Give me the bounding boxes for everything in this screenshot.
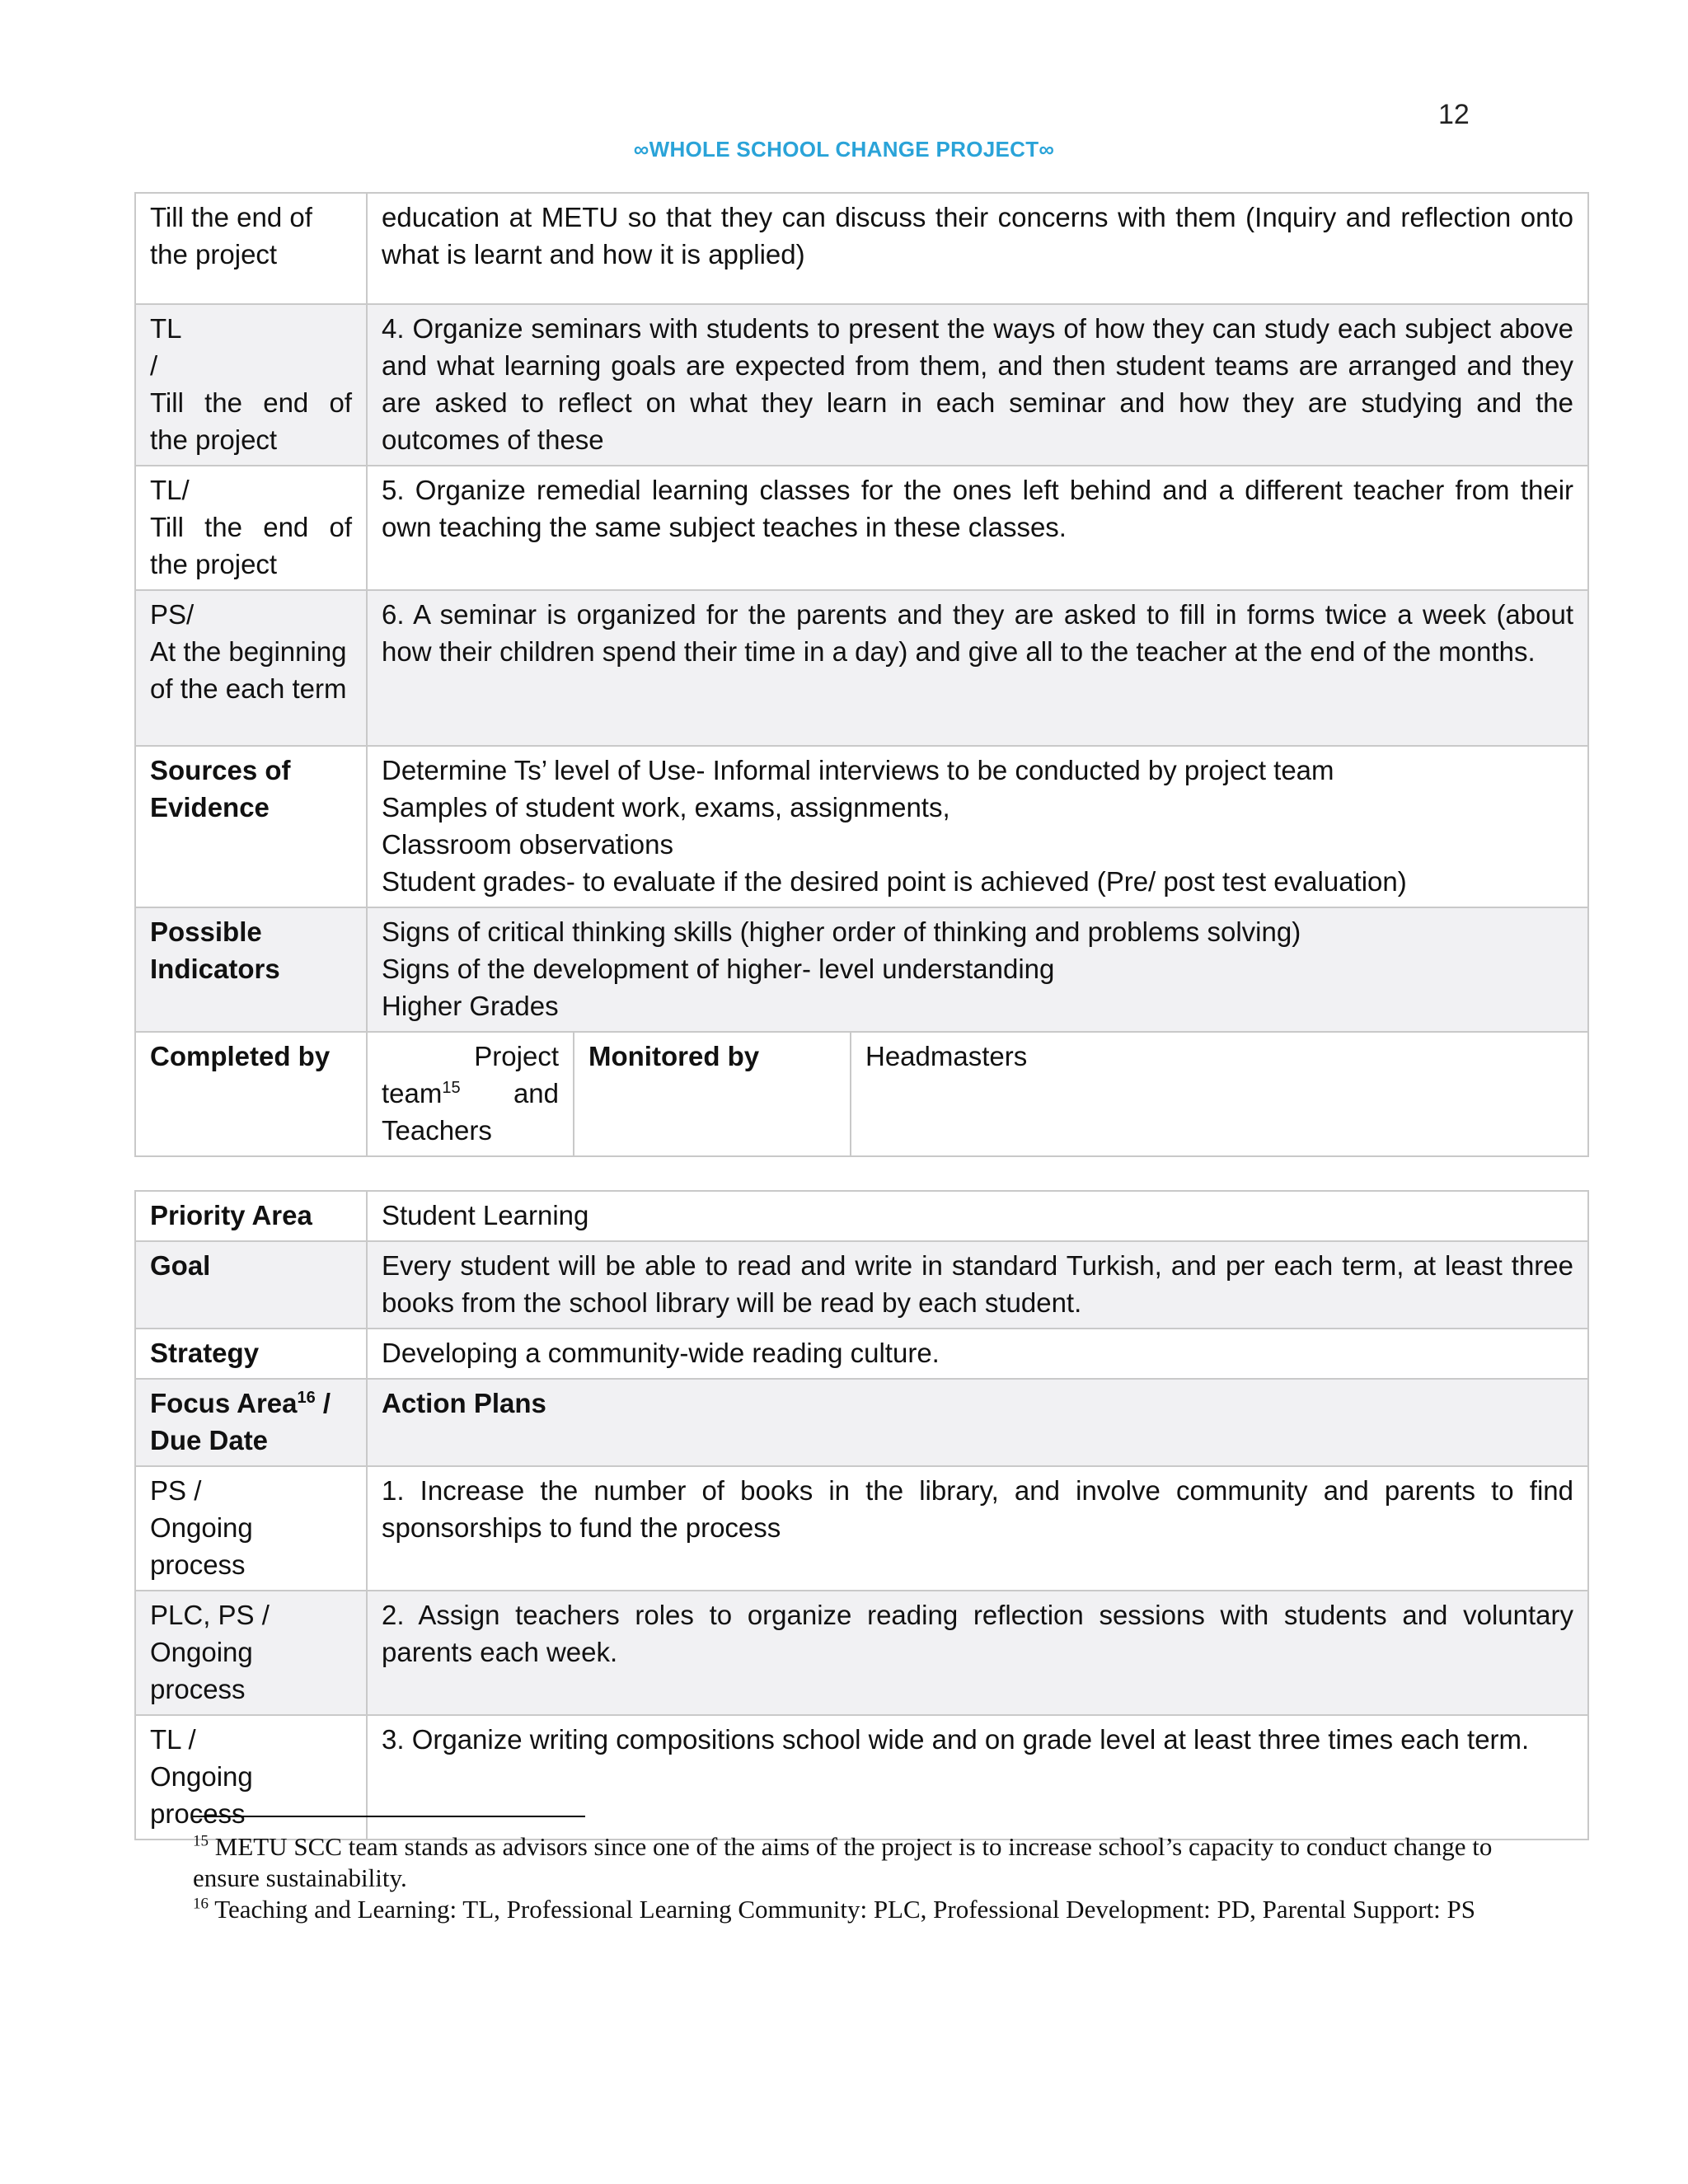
table-row	[135, 1715, 1588, 1840]
cell-line: PS /	[150, 1475, 202, 1506]
table-row	[135, 1191, 1588, 1241]
action-plan-cell: education at METU so that they can discuss their concerns with them (Inquiry and reflection onto what is learnt and how it is applied)	[367, 193, 1588, 304]
action-plan-cell: 6. A seminar is organized for the parents and they are asked to fill in forms twice a week (about how their children spend their time in a day) and give all to the teacher at the end of the months.	[367, 590, 1588, 746]
footnote-number: 15	[193, 1832, 209, 1850]
possible-indicators-value	[367, 907, 1588, 1032]
due-date-cell	[135, 1466, 367, 1591]
due-date-cell	[135, 193, 367, 304]
monitored-by-value: Headmasters	[851, 1032, 1588, 1156]
goal-label: Goal	[135, 1241, 367, 1329]
due-date-cell	[135, 590, 367, 746]
table-row	[135, 1379, 1588, 1466]
cell-line: Evidence	[150, 792, 270, 823]
sources-of-evidence-label	[135, 746, 367, 907]
indicator-line: Higher Grades	[382, 991, 559, 1021]
cell-line: TL	[150, 313, 182, 344]
footnote-ref-16[interactable]: 16	[297, 1389, 316, 1407]
cell-line: Till the end of	[150, 202, 312, 232]
due-date-cell	[135, 304, 367, 466]
action-plans-header: Action Plans	[367, 1379, 1588, 1466]
running-header: ∞WHOLE SCHOOL CHANGE PROJECT∞	[633, 137, 1055, 162]
completed-by-label: Completed by	[135, 1032, 367, 1156]
strategy-label: Strategy	[135, 1329, 367, 1379]
footnote-15	[193, 1831, 1512, 1894]
priority-area-value: Student Learning	[367, 1191, 1588, 1241]
footnote-ref-15[interactable]: 15	[442, 1079, 461, 1097]
footnote-text: METU SCC team stands as advisors since one of the aims of the project is to increase school’s capacity to conduct change to ensure sustainability.	[193, 1832, 1493, 1892]
cell-line: Ongoing process	[150, 1512, 253, 1580]
priority-area-label: Priority Area	[135, 1191, 367, 1241]
table-row	[135, 1241, 1588, 1329]
table-row	[135, 1591, 1588, 1715]
table-row	[135, 590, 1588, 746]
cell-line: Ongoing process	[150, 1761, 253, 1829]
strategy-value: Developing a community-wide reading culture.	[367, 1329, 1588, 1379]
goal-value: Every student will be able to read and write in standard Turkish, and per each term, at least three books from the school library will be read by each student.	[367, 1241, 1588, 1329]
completed-by-text-1: Project team	[382, 1041, 559, 1108]
cell-line: PLC, PS /	[150, 1600, 270, 1630]
focus-area-label	[135, 1379, 367, 1466]
student-learning-table	[134, 1190, 1589, 1840]
table-row	[135, 304, 1588, 466]
table-row	[135, 907, 1588, 1032]
evidence-line: Samples of student work, exams, assignments,	[382, 792, 950, 823]
page-number: 12	[1438, 99, 1470, 130]
table-row	[135, 1329, 1588, 1379]
cell-line: Possible	[150, 916, 262, 947]
completed-by-text-2: and Teachers	[382, 1078, 559, 1146]
action-plan-cell: 4. Organize seminars with students to present the ways of how they can study each subject above and what learning goals are expected from them, and then student teams are arranged and they are asked to reflect on what they learn in each seminar and how they are studying and the outcomes of these	[367, 304, 1588, 466]
cell-line: At the beginning of the each term	[150, 636, 347, 704]
footnote-separator	[193, 1816, 585, 1817]
cell-line: PS/	[150, 599, 195, 630]
cell-line: /	[150, 350, 158, 381]
table-row	[135, 1032, 1588, 1156]
completed-by-value	[367, 1032, 574, 1156]
cell-line: Till the end of the project	[150, 387, 352, 455]
table-row	[135, 466, 1588, 590]
table-row	[135, 193, 1588, 304]
evidence-line: Determine Ts’ level of Use- Informal interviews to be conducted by project team	[382, 755, 1334, 785]
monitored-by-label: Monitored by	[574, 1032, 851, 1156]
action-plan-cell: 1. Increase the number of books in the library, and involve community and parents to find sponsorships to fund the process	[367, 1466, 1588, 1591]
due-date-cell	[135, 1715, 367, 1840]
cell-line: Ongoing process	[150, 1637, 253, 1704]
footnotes	[193, 1831, 1512, 1925]
action-plan-cell: 2. Assign teachers roles to organize reading reflection sessions with students and voluntary parents each week.	[367, 1591, 1588, 1715]
cell-line: Indicators	[150, 954, 280, 984]
action-plan-cell: 5. Organize remedial learning classes for the ones left behind and a different teacher from their own teaching the same subject teaches in these classes.	[367, 466, 1588, 590]
footnote-text: Teaching and Learning: TL, Professional Learning Community: PLC, Professional Development: PD, Parental Support: PS	[209, 1895, 1476, 1924]
indicator-line: Signs of critical thinking skills (higher order of thinking and problems solving)	[382, 916, 1301, 947]
footnote-16	[193, 1894, 1512, 1925]
evidence-line: Student grades- to evaluate if the desired point is achieved (Pre/ post test evaluation)	[382, 866, 1407, 897]
due-date-cell	[135, 1591, 367, 1715]
cell-line: the project	[150, 239, 278, 269]
table-row	[135, 746, 1588, 907]
due-date-text: Due Date	[150, 1425, 269, 1455]
footnote-number: 16	[193, 1895, 209, 1913]
table-row	[135, 1466, 1588, 1591]
due-date-cell	[135, 466, 367, 590]
possible-indicators-label	[135, 907, 367, 1032]
sources-of-evidence-value	[367, 746, 1588, 907]
cell-line: Till the end of the project	[150, 512, 352, 579]
cell-line: TL/	[150, 475, 190, 505]
evidence-line: Classroom observations	[382, 829, 673, 860]
indicator-line: Signs of the development of higher- level understanding	[382, 954, 1055, 984]
focus-area-slash: /	[315, 1388, 331, 1418]
cell-line: Sources of	[150, 755, 291, 785]
focus-area-text: Focus Area	[150, 1388, 298, 1418]
action-plan-cell: 3. Organize writing compositions school wide and on grade level at least three times each term.	[367, 1715, 1588, 1840]
action-plan-table-continued	[134, 192, 1589, 1157]
cell-line: TL /	[150, 1724, 196, 1755]
